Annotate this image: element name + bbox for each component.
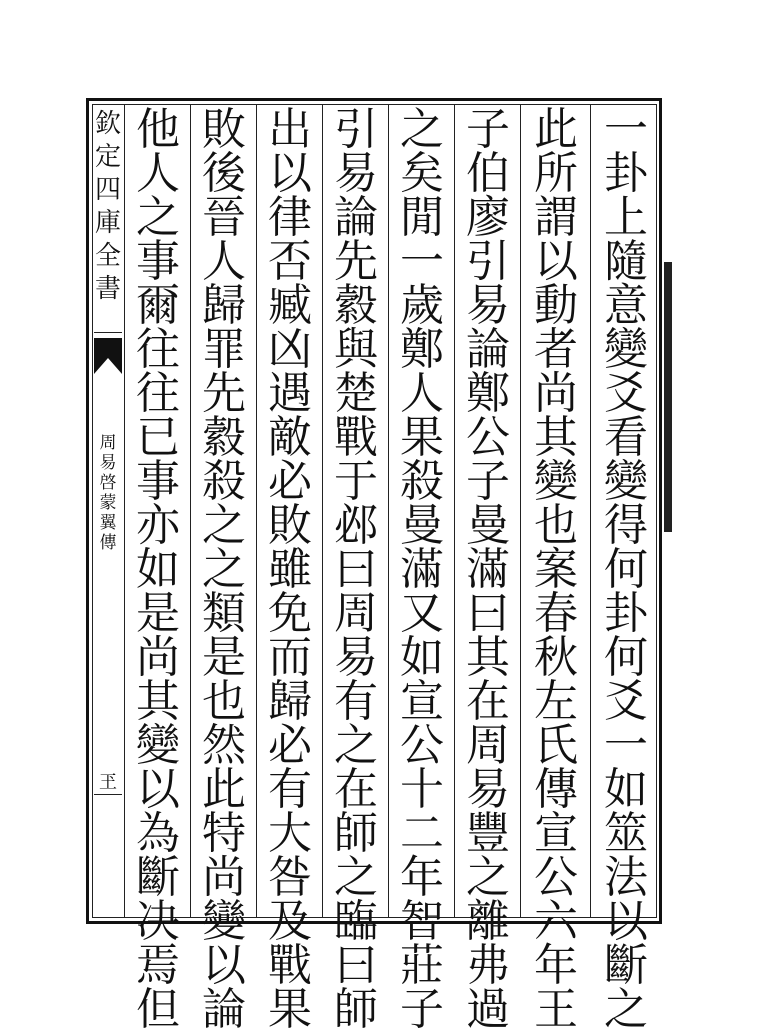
text-char: 焉: [136, 940, 180, 991]
text-char: 易: [466, 764, 510, 815]
text-char: 公: [400, 720, 444, 771]
column-rule: [124, 104, 125, 918]
text-char: 十: [400, 764, 444, 815]
text-char: 曰: [334, 544, 378, 595]
text-char: 何: [604, 544, 648, 595]
text-char: 但: [136, 984, 180, 1035]
text-char: 敗: [202, 104, 246, 155]
column-rule: [454, 104, 455, 918]
margin-rule: [94, 332, 122, 333]
fish-tail-mark: [94, 336, 122, 376]
text-char: 豐: [466, 808, 510, 859]
text-column-3: [458, 104, 518, 1035]
text-char: 案: [534, 544, 578, 595]
margin-title-char: 欽: [94, 109, 121, 139]
margin-title: [94, 110, 122, 308]
text-char: 决: [136, 896, 180, 947]
text-char: 歲: [400, 280, 444, 331]
text-char: 變: [136, 720, 180, 771]
text-char: 斷: [136, 852, 180, 903]
column-rule: [388, 104, 389, 918]
text-char: 易: [334, 632, 378, 683]
text-char: 人: [136, 148, 180, 199]
text-char: 殺: [202, 456, 246, 507]
text-char: 歸: [202, 280, 246, 331]
text-char: 歸: [268, 676, 312, 727]
text-char: 戰: [268, 940, 312, 991]
text-char: 必: [268, 720, 312, 771]
margin-title-char: 定: [94, 142, 121, 172]
text-char: 為: [136, 808, 180, 859]
text-char: 已: [136, 412, 180, 463]
text-column-2: [526, 104, 586, 1035]
text-char: 如: [136, 544, 180, 595]
text-char: 他: [136, 104, 180, 155]
margin-book-char: 啓: [99, 473, 117, 493]
text-char: 鄭: [466, 368, 510, 419]
text-char: 如: [400, 632, 444, 683]
text-char: 遇: [268, 368, 312, 419]
text-char: 其: [534, 412, 578, 463]
text-char: 意: [604, 280, 648, 331]
text-char: 一: [604, 720, 648, 771]
column-rule: [190, 104, 191, 918]
text-char: 也: [534, 500, 578, 551]
text-char: 師: [334, 808, 378, 859]
text-char: 之: [334, 852, 378, 903]
text-char: 離: [466, 896, 510, 947]
margin-title-char: 四: [94, 175, 121, 205]
text-char: 往: [136, 368, 180, 419]
text-char: 殺: [400, 456, 444, 507]
text-char: 得: [604, 500, 648, 551]
text-char: 否: [268, 236, 312, 287]
text-char: 弗: [466, 940, 510, 991]
text-char: 晉: [202, 192, 246, 243]
text-char: 又: [400, 588, 444, 639]
text-column-4: [392, 104, 452, 1035]
text-char: 六: [534, 896, 578, 947]
text-char: 春: [534, 588, 578, 639]
text-char: 法: [604, 852, 648, 903]
text-char: 變: [604, 324, 648, 375]
text-char: 左: [534, 676, 578, 727]
text-char: 咎: [268, 852, 312, 903]
text-char: 一: [400, 236, 444, 287]
text-char: 其: [136, 676, 180, 727]
text-char: 于: [334, 456, 378, 507]
margin-title-char: 書: [94, 274, 121, 304]
text-char: 年: [400, 852, 444, 903]
text-char: 宣: [400, 676, 444, 727]
page-number: 玊: [99, 772, 117, 793]
text-char: 宣: [534, 808, 578, 859]
text-char: 罪: [202, 324, 246, 375]
text-char: 公: [534, 852, 578, 903]
print-shade-mark: [664, 262, 672, 532]
text-char: 者: [534, 324, 578, 375]
text-char: 何: [604, 632, 648, 683]
text-char: 過: [466, 984, 510, 1035]
text-char: 之: [466, 852, 510, 903]
text-char: 以: [534, 236, 578, 287]
text-char: 上: [604, 192, 648, 243]
text-char: 人: [202, 236, 246, 287]
text-char: 年: [534, 940, 578, 991]
text-char: 之: [202, 500, 246, 551]
text-char: 先: [334, 236, 378, 287]
text-char: 隨: [604, 236, 648, 287]
margin-book-char: 蒙: [99, 493, 117, 513]
text-char: 斷: [604, 940, 648, 991]
text-char: 易: [334, 148, 378, 199]
text-char: 矣: [400, 148, 444, 199]
column-rule: [322, 104, 323, 918]
text-char: 尚: [202, 852, 246, 903]
text-char: 與: [334, 324, 378, 375]
text-char: 周: [466, 720, 510, 771]
text-char: 傳: [534, 764, 578, 815]
text-char: 引: [334, 104, 378, 155]
text-char: 滿: [466, 544, 510, 595]
text-char: 在: [334, 764, 378, 815]
text-char: 以: [268, 148, 312, 199]
text-char: 看: [604, 412, 648, 463]
text-char: 廖: [466, 192, 510, 243]
text-char: 是: [136, 588, 180, 639]
text-char: 雖: [268, 544, 312, 595]
margin-book-char: 翼: [99, 513, 117, 533]
text-char: 亦: [136, 500, 180, 551]
text-char: 此: [534, 104, 578, 155]
text-char: 曼: [400, 500, 444, 551]
text-char: 類: [202, 588, 246, 639]
text-char: 爾: [136, 280, 180, 331]
text-column-7: [194, 104, 254, 1035]
text-char: 秋: [534, 632, 578, 683]
text-char: 謂: [534, 192, 578, 243]
text-char: 然: [202, 720, 246, 771]
text-char: 曰: [334, 940, 378, 991]
margin-book-char: 易: [99, 453, 117, 473]
text-char: 所: [534, 148, 578, 199]
text-char: 變: [604, 456, 648, 507]
text-char: 莊: [400, 940, 444, 991]
text-char: 子: [466, 456, 510, 507]
text-char: 縠: [334, 280, 378, 331]
text-char: 王: [534, 984, 578, 1035]
text-char: 楚: [334, 368, 378, 419]
margin-book-char: 周: [99, 433, 117, 453]
text-char: 先: [202, 368, 246, 419]
text-char: 縠: [202, 412, 246, 463]
text-char: 易: [466, 280, 510, 331]
text-char: 之: [334, 720, 378, 771]
text-char: 智: [400, 896, 444, 947]
text-char: 往: [136, 324, 180, 375]
text-char: 尚: [136, 632, 180, 683]
text-char: 論: [202, 984, 246, 1035]
text-char: 敵: [268, 412, 312, 463]
text-char: 周: [334, 588, 378, 639]
text-char: 必: [268, 456, 312, 507]
text-char: 論: [466, 324, 510, 375]
text-char: 以: [604, 896, 648, 947]
text-char: 是: [202, 632, 246, 683]
text-char: 戰: [334, 412, 378, 463]
text-char: 臨: [334, 896, 378, 947]
text-char: 敗: [268, 500, 312, 551]
text-char: 免: [268, 588, 312, 639]
text-char: 凶: [268, 324, 312, 375]
text-char: 爻: [604, 368, 648, 419]
margin-book-char: 傳: [99, 533, 117, 553]
text-char: 事: [136, 236, 180, 287]
text-char: 以: [136, 764, 180, 815]
text-char: 如: [604, 764, 648, 815]
text-char: 特: [202, 808, 246, 859]
text-char: 之: [202, 544, 246, 595]
text-char: 此: [202, 764, 246, 815]
text-char: 氏: [534, 720, 578, 771]
margin-title-char: 全: [94, 241, 121, 271]
column-rule: [256, 104, 257, 918]
text-char: 曼: [466, 500, 510, 551]
text-char: 之: [400, 104, 444, 155]
text-char: 邲: [334, 500, 378, 551]
text-char: 果: [268, 984, 312, 1035]
text-column-6: [260, 104, 320, 1035]
text-char: 鄭: [400, 324, 444, 375]
text-char: 伯: [466, 148, 510, 199]
text-column-5: [326, 104, 386, 1035]
text-char: 之: [136, 192, 180, 243]
text-char: 子: [400, 984, 444, 1035]
text-char: 變: [202, 896, 246, 947]
text-char: 其: [466, 632, 510, 683]
text-char: 卦: [604, 148, 648, 199]
text-char: 引: [466, 236, 510, 287]
text-char: 而: [268, 632, 312, 683]
text-char: 卦: [604, 588, 648, 639]
margin-title-char: 庫: [94, 208, 121, 238]
text-column-8: [128, 104, 188, 1035]
text-char: 論: [334, 192, 378, 243]
text-char: 變: [534, 456, 578, 507]
text-char: 有: [334, 676, 378, 727]
text-char: 爻: [604, 676, 648, 727]
margin-column: [94, 104, 122, 916]
text-char: 動: [534, 280, 578, 331]
margin-rule: [94, 794, 122, 795]
text-char: 之: [604, 984, 648, 1035]
column-rule: [590, 104, 591, 918]
text-char: 師: [334, 984, 378, 1035]
text-char: 出: [268, 104, 312, 155]
text-char: 筮: [604, 808, 648, 859]
text-char: 臧: [268, 280, 312, 331]
text-char: 曰: [466, 588, 510, 639]
text-char: 在: [466, 676, 510, 727]
text-char: 及: [268, 896, 312, 947]
text-char: 人: [400, 368, 444, 419]
text-char: 後: [202, 148, 246, 199]
text-char: 大: [268, 808, 312, 859]
text-column-1: [596, 104, 656, 1035]
margin-book-title: [98, 434, 118, 554]
text-char: 公: [466, 412, 510, 463]
text-char: 以: [202, 940, 246, 991]
text-char: 閒: [400, 192, 444, 243]
text-char: 事: [136, 456, 180, 507]
column-rule: [520, 104, 521, 918]
text-char: 滿: [400, 544, 444, 595]
text-char: 也: [202, 676, 246, 727]
text-char: 一: [604, 104, 648, 155]
text-char: 尚: [534, 368, 578, 419]
text-char: 二: [400, 808, 444, 859]
text-char: 律: [268, 192, 312, 243]
text-char: 有: [268, 764, 312, 815]
text-char: 果: [400, 412, 444, 463]
text-char: 子: [466, 104, 510, 155]
